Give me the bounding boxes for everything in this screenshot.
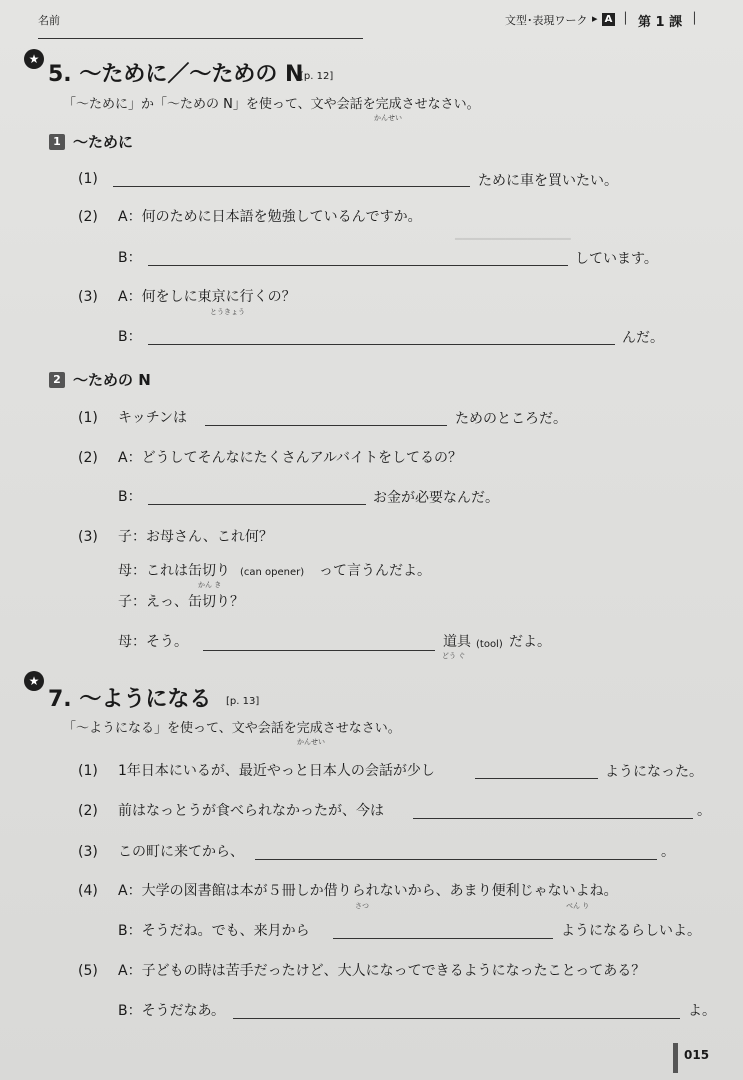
dialog-b-head: B：そうだね。でも、来月から bbox=[118, 923, 310, 939]
ruby-benri: べん り bbox=[566, 902, 590, 910]
dialog-a: A：何のために日本語を勉強しているんですか。 bbox=[118, 209, 422, 225]
dialog-b-tail: お金が必要なんだ。 bbox=[373, 490, 499, 506]
q-number: (1) bbox=[78, 763, 98, 779]
dialog-line: って言うんだよ。 bbox=[319, 563, 431, 579]
q-number: (3) bbox=[78, 289, 98, 305]
q-number: (4) bbox=[78, 883, 98, 899]
q-head: 前はなっとうが食べられなかったが、今は bbox=[118, 803, 384, 819]
dialog-line: だよ。 bbox=[509, 634, 551, 650]
series-title: 文型･表現ワーク bbox=[505, 14, 588, 27]
header-end-divider: │ bbox=[691, 12, 698, 25]
lesson-label: 第 1 課 bbox=[638, 15, 683, 30]
q-number: (1) bbox=[78, 410, 98, 426]
name-line[interactable] bbox=[38, 38, 363, 39]
dialog-b-tail: よ。 bbox=[688, 1003, 716, 1019]
dialog-line: 道具 bbox=[443, 634, 471, 650]
q-head: この町に来てから、 bbox=[118, 844, 244, 860]
q-number: (2) bbox=[78, 803, 98, 819]
answer-blank[interactable] bbox=[203, 650, 435, 651]
q-number: (2) bbox=[78, 450, 98, 466]
answer-blank[interactable] bbox=[333, 938, 553, 939]
answer-blank[interactable] bbox=[148, 344, 615, 345]
instruction-ruby: かんせい bbox=[374, 114, 402, 122]
dialog-a: A：どうしてそんなにたくさんアルバイトをしてるの？ bbox=[118, 450, 463, 466]
answer-blank[interactable] bbox=[113, 186, 470, 187]
answer-blank[interactable] bbox=[148, 504, 366, 505]
dialog-b-tail: んだ。 bbox=[622, 330, 664, 346]
sub2-title: ～ための N bbox=[73, 371, 151, 389]
answer-blank[interactable] bbox=[233, 1018, 680, 1019]
english-gloss: (can opener) bbox=[240, 567, 305, 578]
answer-blank[interactable] bbox=[413, 818, 693, 819]
header-divider: │ bbox=[622, 12, 629, 25]
dialog-b-head: B：そうだなあ。 bbox=[118, 1003, 226, 1019]
q-number: (1) bbox=[78, 171, 98, 187]
ruby-satsu: さつ bbox=[355, 902, 369, 910]
q-number: (5) bbox=[78, 963, 98, 979]
ruby-kankiri: かん き bbox=[198, 581, 222, 589]
q-number: (3) bbox=[78, 844, 98, 860]
q-head: 1年日本にいるが、最近やっと日本人の会話が少し bbox=[118, 763, 435, 779]
ruby-dougu: どう ぐ bbox=[442, 652, 466, 660]
dialog-a: A：大学の図書館は本が５冊しか借りられないから、あまり便利じゃないよね。 bbox=[118, 883, 618, 899]
section5-title: 5. ～ために／～ための N bbox=[48, 62, 304, 87]
star-icon: ★ bbox=[24, 49, 44, 69]
series-arrow: ▸ bbox=[592, 12, 598, 25]
sub1-badge: 1 bbox=[49, 134, 65, 150]
dialog-line: 子：お母さん、これ何？ bbox=[118, 529, 273, 545]
q-tail: ようになった。 bbox=[605, 764, 703, 780]
ruby-tokyo: とうきょう bbox=[210, 308, 245, 316]
dialog-b-tail: しています。 bbox=[575, 251, 658, 267]
dialog-b-tail: ようになるらしいよ。 bbox=[561, 923, 701, 939]
star-icon: ★ bbox=[24, 671, 44, 691]
section7-title: 7. ～ようになる bbox=[48, 687, 212, 712]
dialog-line: 母：そう。 bbox=[118, 634, 188, 650]
section7-page-ref: [p. 13] bbox=[226, 696, 260, 707]
page-number-bar bbox=[673, 1043, 678, 1073]
dialog-b-label: B： bbox=[118, 489, 142, 505]
dialog-line: 母：これは缶切り bbox=[118, 563, 230, 579]
section5-instruction: 「～ために」か「～ための N」を使って、文や会話を完成させなさい。 bbox=[63, 97, 480, 112]
section7-instruction: 「～ようになる」を使って、文や会話を完成させなさい。 bbox=[63, 721, 401, 736]
dialog-b-label: B： bbox=[118, 329, 142, 345]
sub1-title: ～ために bbox=[73, 133, 134, 151]
level-badge: A bbox=[602, 13, 615, 26]
dialog-a: A：何をしに東京に行くの？ bbox=[118, 289, 296, 305]
q-tail: ために車を買いたい。 bbox=[478, 173, 618, 189]
answer-blank[interactable] bbox=[475, 778, 598, 779]
page-number: 015 bbox=[684, 1048, 710, 1062]
sub2-badge: 2 bbox=[49, 372, 65, 388]
dialog-b-label: B： bbox=[118, 250, 142, 266]
instruction-ruby: かんせい bbox=[297, 738, 325, 746]
dialog-a: A：子どもの時は苦手だったけど、大人になってできるようになったことってある？ bbox=[118, 963, 646, 979]
english-gloss: (tool) bbox=[476, 639, 503, 650]
answer-blank[interactable] bbox=[148, 265, 568, 266]
section5-page-ref: [p. 12] bbox=[300, 71, 334, 82]
dialog-line: 子：えっ、缶切り？ bbox=[118, 594, 244, 610]
q-number: (3) bbox=[78, 529, 98, 545]
q-number: (2) bbox=[78, 209, 98, 225]
q-tail: ためのところだ。 bbox=[455, 411, 567, 427]
name-label: 名前 bbox=[38, 14, 60, 27]
q-tail: 。 bbox=[697, 803, 711, 819]
q-head: キッチンは bbox=[118, 410, 188, 426]
q-tail: 。 bbox=[661, 844, 675, 860]
answer-blank[interactable] bbox=[205, 425, 447, 426]
answer-blank[interactable] bbox=[255, 859, 657, 860]
bleed-through: ━━━━━━━━━━━━━━━━ bbox=[455, 232, 571, 246]
